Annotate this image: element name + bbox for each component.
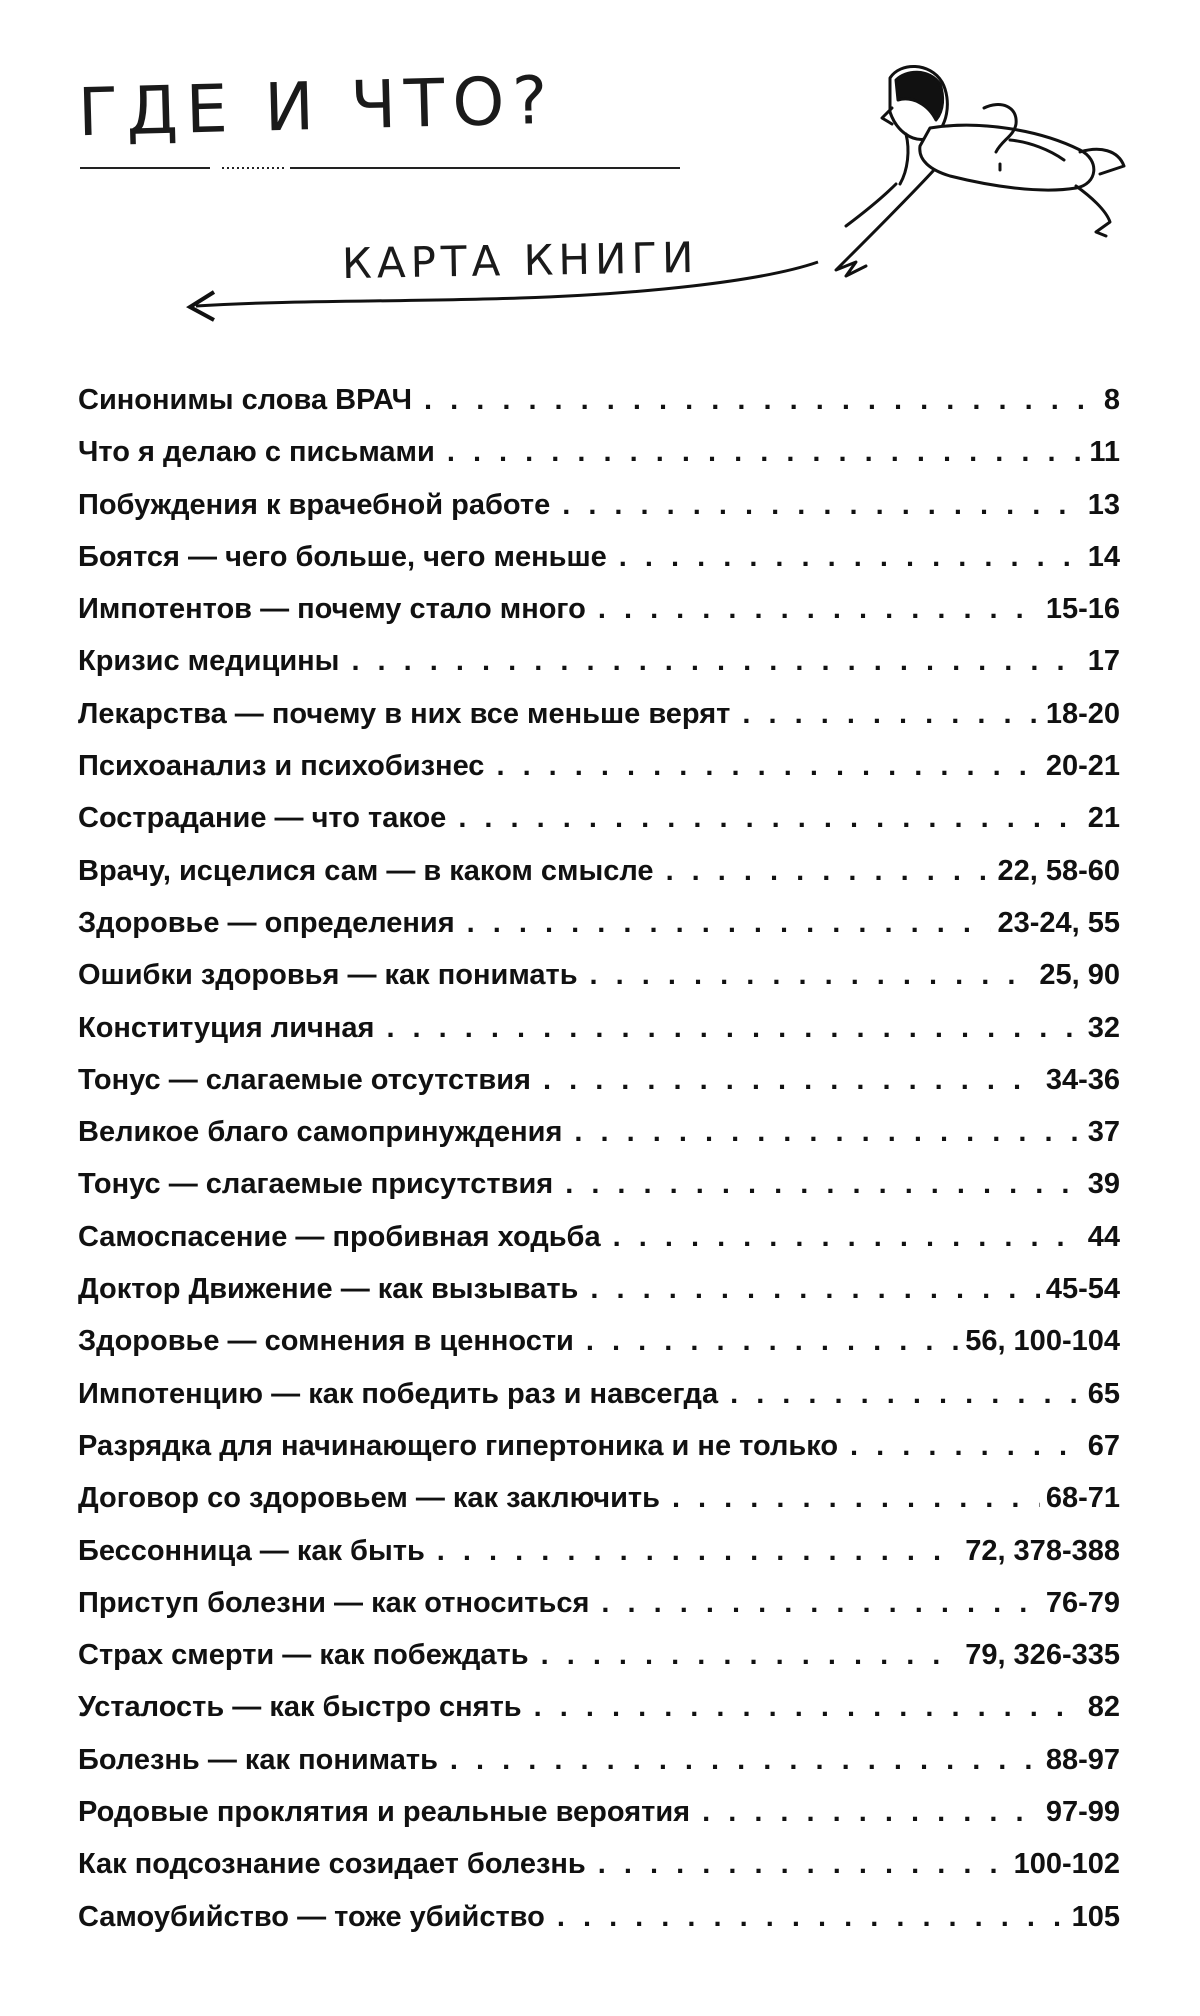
toc-entry-title: Кризис медицины: [78, 645, 340, 678]
toc-dot-leader: [447, 426, 1084, 478]
toc-dot-leader: [672, 1472, 1040, 1524]
toc-entry-title: Разрядка для начинающего гипертоника и не только: [78, 1429, 839, 1462]
toc-dot-leader: [424, 374, 1098, 426]
toc-entry-title: Договор со здоровьем — как заключить: [78, 1482, 660, 1515]
toc-entry-title: Синонимы слова ВРАЧ: [78, 384, 412, 416]
toc-entry: [78, 1838, 1120, 1890]
toc-entry-title: Что я делаю с письмами: [78, 436, 435, 469]
toc-entry-title: Лекарства — почему в них все меньше верят: [78, 697, 731, 730]
toc-entry-title: Побуждения к врачебной работе: [78, 488, 551, 521]
toc-entry-page: 18-20: [1045, 697, 1120, 730]
toc-entry-page: 105: [1071, 1900, 1120, 1933]
toc-entry-title: Тонус — слагаемые присутствия: [78, 1168, 554, 1201]
toc-dot-leader: [437, 1525, 959, 1577]
toc-entry-page: 100-102: [1013, 1848, 1120, 1881]
toc-entry-title: Импотентов — почему стало много: [78, 593, 586, 626]
toc-dot-leader: [450, 1734, 1040, 1786]
toc-entry-title: Боятся — чего больше, чего меньше: [78, 540, 607, 573]
toc-entry-page: 14: [1087, 540, 1120, 573]
page-header: [0, 0, 1200, 360]
toc-entry: [78, 1472, 1120, 1524]
toc-entry: [78, 897, 1120, 949]
toc-entry-page: 39: [1087, 1168, 1120, 1201]
toc-dot-leader: [702, 1786, 1040, 1838]
toc-dot-leader: [351, 635, 1081, 687]
toc-entry-title: Самоубийство — тоже убийство: [78, 1900, 545, 1933]
toc-entry: [78, 1420, 1120, 1472]
toc-entry: [78, 740, 1120, 792]
toc-dot-leader: [850, 1420, 1082, 1472]
toc-entry: [78, 1525, 1120, 1577]
toc-entry: [78, 1263, 1120, 1315]
toc-entry: [78, 1681, 1120, 1733]
header-decorations: [0, 0, 1200, 360]
toc-entry-title: Здоровье — сомнения в ценности: [78, 1325, 574, 1358]
page-subtitle: КАРТА КНИГИ: [341, 232, 699, 289]
toc-entry-page: 79, 326-335: [965, 1639, 1120, 1672]
toc-entry-page: 22, 58-60: [997, 854, 1120, 887]
toc-entry-page: 72, 378-388: [965, 1534, 1120, 1567]
toc-entry-title: Психоанализ и психобизнес: [78, 750, 485, 783]
toc-entry-page: 82: [1087, 1691, 1120, 1724]
toc-entry-title: Болезнь — как понимать: [78, 1743, 438, 1776]
toc-entry-title: Импотенцию — как победить раз и навсегда: [78, 1377, 719, 1410]
toc-entry-page: 21: [1087, 802, 1120, 835]
toc-entry: [78, 1734, 1120, 1786]
toc-dot-leader: [574, 1106, 1081, 1158]
toc-dot-leader: [586, 1315, 959, 1367]
toc-dot-leader: [601, 1577, 1039, 1629]
toc-entry-page: 32: [1087, 1011, 1120, 1044]
toc-entry-page: 20-21: [1045, 750, 1120, 783]
doctor-crawling-illustration-icon: [836, 66, 1124, 276]
toc-dot-leader: [386, 1002, 1081, 1054]
toc-entry-page: 44: [1087, 1220, 1120, 1253]
toc-entry-page: 97-99: [1045, 1796, 1120, 1829]
toc-dot-leader: [557, 1891, 1066, 1943]
toc-entry: [78, 1891, 1120, 1943]
toc-dot-leader: [666, 845, 992, 897]
toc-entry: [78, 635, 1120, 687]
toc-entry: [78, 792, 1120, 844]
toc-entry-title: Страх смерти — как побеждать: [78, 1639, 529, 1672]
toc-dot-leader: [590, 949, 1034, 1001]
toc-dot-leader: [730, 1368, 1082, 1420]
toc-entry-page: 56, 100-104: [965, 1325, 1120, 1358]
toc-dot-leader: [496, 740, 1039, 792]
toc-entry-title: Врачу, исцелися сам — в каком смысле: [78, 854, 654, 887]
toc-entry: [78, 1315, 1120, 1367]
toc-entry-title: Родовые проклятия и реальные вероятия: [78, 1796, 691, 1829]
toc-dot-leader: [534, 1681, 1082, 1733]
table-of-contents: [78, 374, 1120, 1943]
toc-entry-title: Приступ болезни — как относиться: [78, 1586, 590, 1619]
toc-dot-leader: [467, 897, 992, 949]
toc-entry: [78, 949, 1120, 1001]
toc-entry: [78, 426, 1120, 478]
toc-dot-leader: [598, 583, 1040, 635]
toc-entry: [78, 583, 1120, 635]
toc-entry-page: 88-97: [1045, 1743, 1120, 1776]
toc-entry: [78, 1786, 1120, 1838]
toc-dot-leader: [562, 479, 1082, 531]
toc-dot-leader: [742, 688, 1039, 740]
toc-dot-leader: [613, 1211, 1082, 1263]
toc-dot-leader: [619, 531, 1082, 583]
toc-entry: [78, 479, 1120, 531]
toc-dot-leader: [598, 1838, 1008, 1890]
toc-entry: [78, 688, 1120, 740]
toc-entry: [78, 845, 1120, 897]
toc-dot-leader: [543, 1054, 1040, 1106]
toc-entry-page: 76-79: [1045, 1586, 1120, 1619]
toc-entry-page: 67: [1087, 1429, 1120, 1462]
page-title: ГДЕ И ЧТО?: [77, 61, 557, 152]
toc-entry-title: Самоспасение — пробивная ходьба: [78, 1220, 601, 1253]
toc-entry-title: Сострадание — что такое: [78, 802, 447, 835]
toc-entry: [78, 1629, 1120, 1681]
toc-entry-title: Доктор Движение — как вызывать: [78, 1273, 579, 1306]
toc-dot-leader: [590, 1263, 1039, 1315]
toc-entry-page: 37: [1087, 1116, 1120, 1149]
toc-entry-title: Конституция личная: [78, 1011, 375, 1044]
toc-entry-title: Бессонница — как быть: [78, 1534, 425, 1567]
toc-entry: [78, 1368, 1120, 1420]
toc-dot-leader: [565, 1158, 1082, 1210]
toc-entry-page: 34-36: [1045, 1063, 1120, 1096]
toc-entry-title: Великое благо самопринуждения: [78, 1116, 563, 1149]
toc-entry-title: Здоровье — определения: [78, 906, 455, 939]
toc-entry: [78, 531, 1120, 583]
toc-entry-title: Тонус — слагаемые отсутствия: [78, 1063, 531, 1096]
toc-entry-page: 45-54: [1045, 1273, 1120, 1306]
toc-entry-page: 25, 90: [1039, 959, 1120, 992]
toc-entry-title: Усталость — как быстро снять: [78, 1691, 522, 1724]
toc-entry: [78, 1054, 1120, 1106]
toc-entry-page: 15-16: [1045, 593, 1120, 626]
toc-entry: [78, 374, 1120, 426]
toc-entry-title: Как подсознание созидает болезнь: [78, 1848, 586, 1881]
toc-dot-leader: [541, 1629, 960, 1681]
toc-entry: [78, 1002, 1120, 1054]
toc-entry-page: 68-71: [1045, 1482, 1120, 1515]
toc-entry-title: Ошибки здоровья — как понимать: [78, 959, 578, 992]
toc-entry: [78, 1211, 1120, 1263]
toc-entry-page: 8: [1103, 384, 1120, 416]
toc-entry-page: 17: [1087, 645, 1120, 678]
toc-entry-page: 23-24, 55: [997, 906, 1120, 939]
toc-entry-page: 65: [1087, 1377, 1120, 1410]
toc-dot-leader: [458, 792, 1081, 844]
toc-entry: [78, 1577, 1120, 1629]
toc-entry-page: 13: [1087, 488, 1120, 521]
toc-entry-page: 11: [1089, 436, 1120, 469]
toc-entry: [78, 1158, 1120, 1210]
toc-entry: [78, 1106, 1120, 1158]
